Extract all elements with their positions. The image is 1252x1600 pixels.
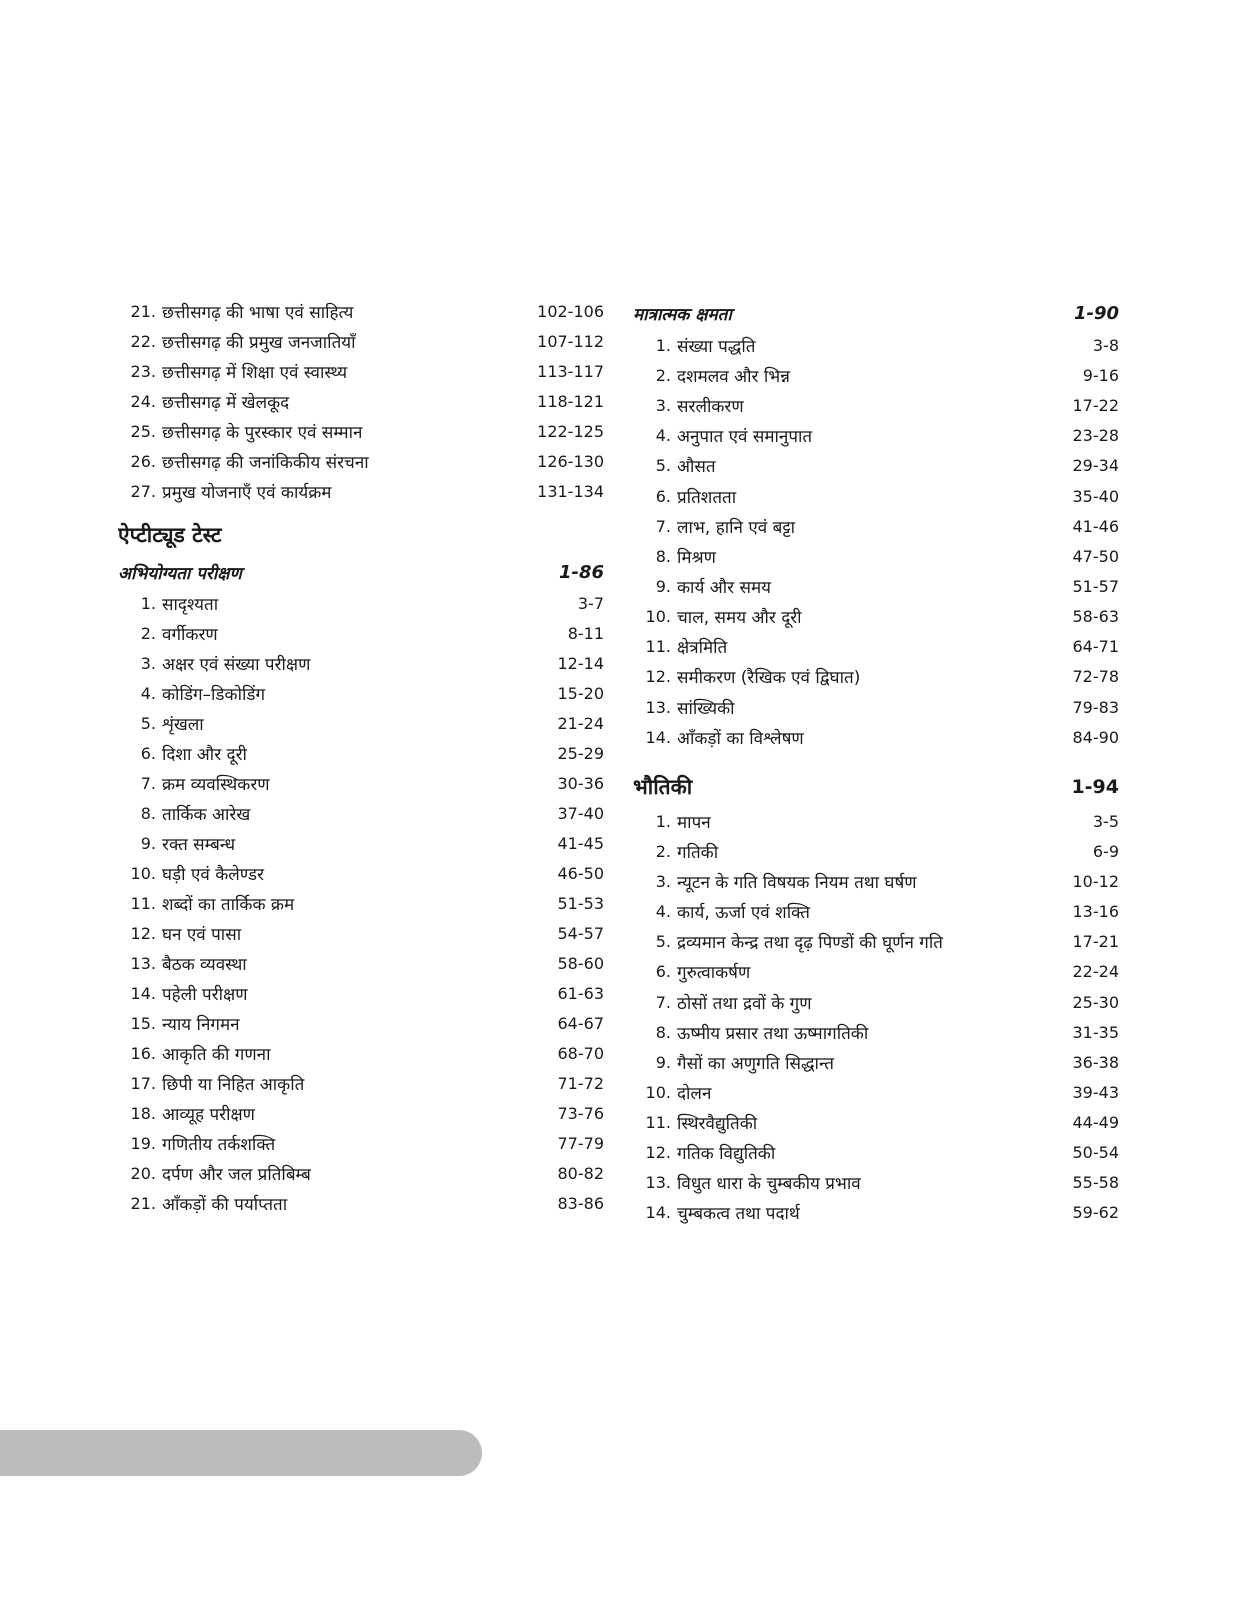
toc-entry-title: समीकरण (रैखिक एवं द्विघात)	[677, 667, 861, 688]
toc-entry	[118, 888, 604, 918]
toc-entry-title: विधुत धारा के चुम्बकीय प्रभाव	[677, 1173, 861, 1194]
toc-entry-pages: 54-57	[557, 923, 604, 943]
toc-entry-pages: 122-125	[537, 421, 604, 441]
toc-entry-number: 5.	[655, 931, 671, 951]
toc-entry-pages: 3-7	[577, 593, 604, 613]
toc-entry-number: 13.	[130, 953, 156, 973]
toc-entry	[633, 866, 1119, 896]
toc-entry	[633, 631, 1119, 661]
toc-entry-number: 21.	[130, 301, 156, 321]
toc-entry-title: दिशा और दूरी	[162, 744, 247, 765]
toc-entry-title: गुरुत्वाकर्षण	[677, 962, 751, 983]
toc-entry-title: ऐप्टीट्यूड टेस्ट	[118, 523, 222, 547]
toc-entry-number: 9.	[655, 1052, 671, 1072]
toc-entry-title: संख्या पद्धति	[677, 336, 756, 357]
toc-entry	[118, 918, 604, 948]
toc-entry-pages: 72-78	[1072, 666, 1119, 686]
toc-entry-pages: 17-21	[1072, 931, 1119, 951]
toc-entry	[118, 386, 604, 416]
toc-entry-number: 11.	[645, 1112, 671, 1132]
toc-entry-title: कार्य, ऊर्जा एवं शक्ति	[677, 902, 810, 923]
toc-section-heading	[118, 520, 604, 550]
toc-entry	[633, 926, 1119, 956]
toc-entry	[633, 1017, 1119, 1047]
toc-entry-title: गणितीय तर्कशक्ति	[162, 1134, 276, 1155]
toc-entry	[633, 1047, 1119, 1077]
toc-entry-pages: 51-53	[557, 893, 604, 913]
toc-entry-title: क्रम व्यवस्थिकरण	[162, 774, 270, 795]
toc-entry	[633, 541, 1119, 571]
toc-entry-title: औसत	[677, 456, 716, 477]
toc-entry	[633, 1167, 1119, 1197]
toc-entry-pages: 39-43	[1072, 1082, 1119, 1102]
toc-entry-title: प्रतिशतता	[677, 487, 737, 508]
toc-entry-number: 5.	[140, 713, 156, 733]
toc-entry-title: गैसों का अणुगति सिद्धान्त	[677, 1053, 834, 1074]
toc-entry-title: मिश्रण	[677, 547, 716, 568]
toc-entry-pages: 17-22	[1072, 395, 1119, 415]
toc-entry-pages: 3-8	[1092, 335, 1119, 355]
toc-entry-title: न्याय निगमन	[162, 1014, 240, 1035]
toc-entry-number: 6.	[655, 486, 671, 506]
toc-entry-number: 6.	[140, 743, 156, 763]
toc-entry	[633, 511, 1119, 541]
toc-entry-title: छत्तीसगढ़ की प्रमुख जनजातियाँ	[162, 332, 356, 353]
toc-entry-number: 27.	[130, 481, 156, 501]
toc-entry-pages: 41-45	[557, 833, 604, 853]
toc-entry	[118, 648, 604, 678]
toc-entry	[118, 1008, 604, 1038]
toc-entry-pages: 107-112	[537, 331, 604, 351]
toc-entry-title: दशमलव और भिन्न	[677, 366, 790, 387]
toc-entry-pages: 47-50	[1072, 546, 1119, 566]
toc-entry	[633, 330, 1119, 360]
toc-entry-number: 14.	[645, 1202, 671, 1222]
toc-entry	[633, 1107, 1119, 1137]
toc-entry-title: सरलीकरण	[677, 396, 744, 417]
toc-entry-pages: 15-20	[557, 683, 604, 703]
toc-entry-pages: 36-38	[1072, 1052, 1119, 1072]
toc-entry-number: 2.	[140, 623, 156, 643]
toc-subsection-heading	[118, 557, 604, 587]
toc-entry-number: 12.	[645, 1142, 671, 1162]
toc-entry-number: 18.	[130, 1103, 156, 1123]
toc-entry-pages: 12-14	[557, 653, 604, 673]
toc-entry	[633, 360, 1119, 390]
toc-entry-number: 3.	[140, 653, 156, 673]
toc-entry-title: प्रमुख योजनाएँ एवं कार्यक्रम	[162, 482, 332, 503]
toc-entry-pages: 46-50	[557, 863, 604, 883]
toc-entry-pages: 84-90	[1072, 727, 1119, 747]
toc-entry-pages: 68-70	[557, 1043, 604, 1063]
toc-entry-number: 20.	[130, 1163, 156, 1183]
toc-entry-number: 7.	[140, 773, 156, 793]
toc-entry-number: 14.	[645, 727, 671, 747]
toc-entry-number: 26.	[130, 451, 156, 471]
toc-entry-title: छत्तीसगढ़ में खेलकूद	[162, 392, 290, 413]
toc-entry-title: दोलन	[677, 1083, 712, 1104]
toc-entry-number: 5.	[655, 455, 671, 475]
toc-entry-number: 4.	[655, 425, 671, 445]
toc-entry-number: 12.	[645, 666, 671, 686]
toc-entry-number: 25.	[130, 421, 156, 441]
toc-entry-number: 11.	[130, 893, 156, 913]
toc-section-heading	[633, 772, 1119, 802]
toc-entry-pages: 1-90	[1073, 302, 1119, 324]
toc-entry-title: आकृति की गणना	[162, 1044, 271, 1065]
toc-entry-pages: 29-34	[1072, 455, 1119, 475]
toc-entry-title: मात्रात्मक क्षमता	[633, 304, 732, 325]
footer-bar	[0, 1430, 482, 1476]
toc-entry-title: आँकड़ों का विश्लेषण	[677, 728, 804, 749]
toc-entry-title: दर्पण और जल प्रतिबिम्ब	[162, 1164, 311, 1185]
toc-entry-pages: 35-40	[1072, 486, 1119, 506]
toc-entry-pages: 126-130	[537, 451, 604, 471]
toc-entry-number: 8.	[655, 546, 671, 566]
toc-entry-number: 23.	[130, 361, 156, 381]
toc-entry	[118, 1038, 604, 1068]
toc-entry-number: 7.	[655, 516, 671, 536]
toc-entry-number: 4.	[655, 901, 671, 921]
toc-entry-pages: 83-86	[557, 1193, 604, 1213]
toc-entry-number: 1.	[140, 593, 156, 613]
toc-entry-number: 10.	[130, 863, 156, 883]
toc-entry	[118, 678, 604, 708]
toc-entry	[118, 828, 604, 858]
toc-entry-title: शब्दों का तार्किक क्रम	[162, 894, 295, 915]
toc-entry-title: छत्तीसगढ़ की भाषा एवं साहित्य	[162, 302, 354, 323]
toc-entry-number: 11.	[645, 636, 671, 656]
toc-entry-number: 10.	[645, 1082, 671, 1102]
toc-entry-title: छत्तीसगढ़ में शिक्षा एवं स्वास्थ्य	[162, 362, 348, 383]
toc-entry-pages: 55-58	[1072, 1172, 1119, 1192]
toc-entry-title: अक्षर एवं संख्या परीक्षण	[162, 654, 311, 675]
toc-entry-pages: 80-82	[557, 1163, 604, 1183]
toc-entry-title: बैठक व्यवस्था	[162, 954, 247, 975]
toc-entry-pages: 64-71	[1072, 636, 1119, 656]
toc-entry-pages: 9-16	[1082, 365, 1119, 385]
toc-entry-title: घन एवं पासा	[162, 924, 242, 945]
toc-entry-pages: 73-76	[557, 1103, 604, 1123]
toc-entry-title: कोडिंग–डिकोडिंग	[162, 684, 266, 705]
toc-entry-pages: 50-54	[1072, 1142, 1119, 1162]
toc-entry-number: 22.	[130, 331, 156, 351]
toc-entry-title: भौतिकी	[633, 775, 693, 799]
toc-entry	[633, 571, 1119, 601]
toc-entry-pages: 131-134	[537, 481, 604, 501]
toc-entry	[118, 618, 604, 648]
toc-entry-pages: 6-9	[1092, 841, 1119, 861]
toc-entry	[633, 450, 1119, 480]
toc-entry	[118, 948, 604, 978]
toc-entry-number: 14.	[130, 983, 156, 1003]
toc-entry-number: 3.	[655, 395, 671, 415]
toc-entry-number: 21.	[130, 1193, 156, 1213]
toc-entry	[633, 956, 1119, 986]
toc-entry-number: 13.	[645, 697, 671, 717]
toc-entry	[633, 390, 1119, 420]
toc-entry	[118, 296, 604, 326]
toc-entry-pages: 21-24	[557, 713, 604, 733]
toc-entry-number: 10.	[645, 606, 671, 626]
toc-entry-title: ठोसों तथा द्रवों के गुण	[677, 993, 812, 1014]
toc-entry	[118, 798, 604, 828]
toc-entry	[118, 1128, 604, 1158]
toc-entry-pages: 23-28	[1072, 425, 1119, 445]
toc-entry	[633, 661, 1119, 691]
toc-entry	[633, 987, 1119, 1017]
toc-entry-pages: 61-63	[557, 983, 604, 1003]
toc-entry	[633, 1077, 1119, 1107]
toc-entry-number: 1.	[655, 811, 671, 831]
toc-entry-title: घड़ी एवं कैलेण्डर	[162, 864, 264, 885]
toc-entry-pages: 30-36	[557, 773, 604, 793]
toc-entry	[633, 601, 1119, 631]
toc-entry	[118, 1188, 604, 1218]
toc-entry-pages: 41-46	[1072, 516, 1119, 536]
toc-subsection-heading	[633, 298, 1119, 328]
toc-entry-title: पहेली परीक्षण	[162, 984, 248, 1005]
toc-entry-title: क्षेत्रमिति	[677, 637, 728, 658]
toc-entry-number: 2.	[655, 365, 671, 385]
toc-entry-number: 9.	[140, 833, 156, 853]
toc-entry	[633, 836, 1119, 866]
toc-entry	[118, 326, 604, 356]
toc-entry-pages: 59-62	[1072, 1202, 1119, 1222]
toc-entry	[633, 481, 1119, 511]
toc-entry-pages: 10-12	[1072, 871, 1119, 891]
toc-entry-title: न्यूटन के गति विषयक नियम तथा घर्षण	[677, 872, 917, 893]
toc-entry	[633, 722, 1119, 752]
toc-entry-title: अनुपात एवं समानुपात	[677, 426, 813, 447]
toc-entry	[118, 1068, 604, 1098]
toc-entry-pages: 77-79	[557, 1133, 604, 1153]
toc-entry	[118, 738, 604, 768]
toc-entry-title: चाल, समय और दूरी	[677, 607, 802, 628]
toc-entry-pages: 22-24	[1072, 961, 1119, 981]
toc-entry	[118, 1098, 604, 1128]
toc-entry	[118, 768, 604, 798]
toc-entry-title: छिपी या निहित आकृति	[162, 1074, 305, 1095]
toc-entry	[633, 692, 1119, 722]
toc-entry-pages: 25-30	[1072, 992, 1119, 1012]
toc-entry-pages: 13-16	[1072, 901, 1119, 921]
toc-entry	[118, 476, 604, 506]
toc-entry-title: गतिक विद्युतिकी	[677, 1143, 776, 1164]
toc-entry-number: 8.	[140, 803, 156, 823]
toc-entry-title: कार्य और समय	[677, 577, 771, 598]
toc-entry-title: शृंखला	[162, 714, 204, 735]
toc-entry-pages: 51-57	[1072, 576, 1119, 596]
toc-entry-pages: 79-83	[1072, 697, 1119, 717]
toc-entry	[118, 416, 604, 446]
toc-entry	[118, 588, 604, 618]
toc-entry-number: 9.	[655, 576, 671, 596]
toc-entry-title: छत्तीसगढ़ की जनांकिकीय संरचना	[162, 452, 369, 473]
toc-entry-title: चुम्बकत्व तथा पदार्थ	[677, 1203, 800, 1224]
toc-entry-pages: 58-63	[1072, 606, 1119, 626]
toc-entry-number: 16.	[130, 1043, 156, 1063]
toc-entry-number: 17.	[130, 1073, 156, 1093]
toc-entry	[633, 896, 1119, 926]
toc-entry-number: 24.	[130, 391, 156, 411]
toc-entry-number: 4.	[140, 683, 156, 703]
toc-entry-pages: 64-67	[557, 1013, 604, 1033]
toc-entry-title: गतिकी	[677, 842, 719, 863]
toc-entry-number: 6.	[655, 961, 671, 981]
toc-entry	[118, 708, 604, 738]
toc-entry-number: 3.	[655, 871, 671, 891]
toc-entry	[118, 446, 604, 476]
toc-entry-pages: 31-35	[1072, 1022, 1119, 1042]
toc-entry-title: आव्यूह परीक्षण	[162, 1104, 255, 1125]
toc-entry-number: 1.	[655, 335, 671, 355]
toc-entry-number: 7.	[655, 992, 671, 1012]
toc-entry-number: 2.	[655, 841, 671, 861]
toc-entry	[118, 978, 604, 1008]
toc-entry-title: स्थिरवैद्युतिकी	[677, 1113, 758, 1134]
toc-entry	[633, 806, 1119, 836]
toc-entry-number: 13.	[645, 1172, 671, 1192]
toc-entry-pages: 37-40	[557, 803, 604, 823]
toc-entry	[118, 356, 604, 386]
toc-entry-title: छत्तीसगढ़ के पुरस्कार एवं सम्मान	[162, 422, 363, 443]
toc-entry	[633, 420, 1119, 450]
toc-entry	[118, 858, 604, 888]
toc-entry-title: वर्गीकरण	[162, 624, 218, 645]
toc-entry-number: 19.	[130, 1133, 156, 1153]
toc-entry-pages: 44-49	[1072, 1112, 1119, 1132]
toc-entry-number: 8.	[655, 1022, 671, 1042]
toc-entry-title: सादृश्यता	[162, 594, 219, 615]
toc-entry-pages: 8-11	[567, 623, 604, 643]
toc-entry-pages: 1-86	[558, 561, 604, 583]
toc-entry-title: ऊष्मीय प्रसार तथा ऊष्मागतिकी	[677, 1023, 869, 1044]
toc-entry-pages: 113-117	[537, 361, 604, 381]
toc-entry-number: 15.	[130, 1013, 156, 1033]
toc-entry-title: सांख्यिकी	[677, 698, 735, 719]
toc-entry-title: अभियोग्यता परीक्षण	[118, 563, 242, 584]
toc-entry-pages: 58-60	[557, 953, 604, 973]
toc-entry-pages: 3-5	[1092, 811, 1119, 831]
toc-entry-title: रक्त सम्बन्ध	[162, 834, 236, 855]
toc-entry-number: 12.	[130, 923, 156, 943]
toc-entry-title: लाभ, हानि एवं बट्टा	[677, 517, 796, 538]
toc-entry	[633, 1137, 1119, 1167]
toc-entry-pages: 71-72	[557, 1073, 604, 1093]
toc-entry-pages: 25-29	[557, 743, 604, 763]
toc-entry-pages: 102-106	[537, 301, 604, 321]
toc-entry	[633, 1197, 1119, 1227]
toc-entry-pages: 1-94	[1071, 776, 1119, 798]
toc-entry	[118, 1158, 604, 1188]
toc-entry-title: द्रव्यमान केन्द्र तथा दृढ़ पिण्डों की घूर्णन गति	[677, 932, 943, 953]
toc-entry-title: मापन	[677, 812, 711, 833]
toc-entry-title: आँकड़ों की पर्याप्तता	[162, 1194, 288, 1215]
toc-entry-title: तार्किक आरेख	[162, 804, 251, 825]
toc-entry-pages: 118-121	[537, 391, 604, 411]
